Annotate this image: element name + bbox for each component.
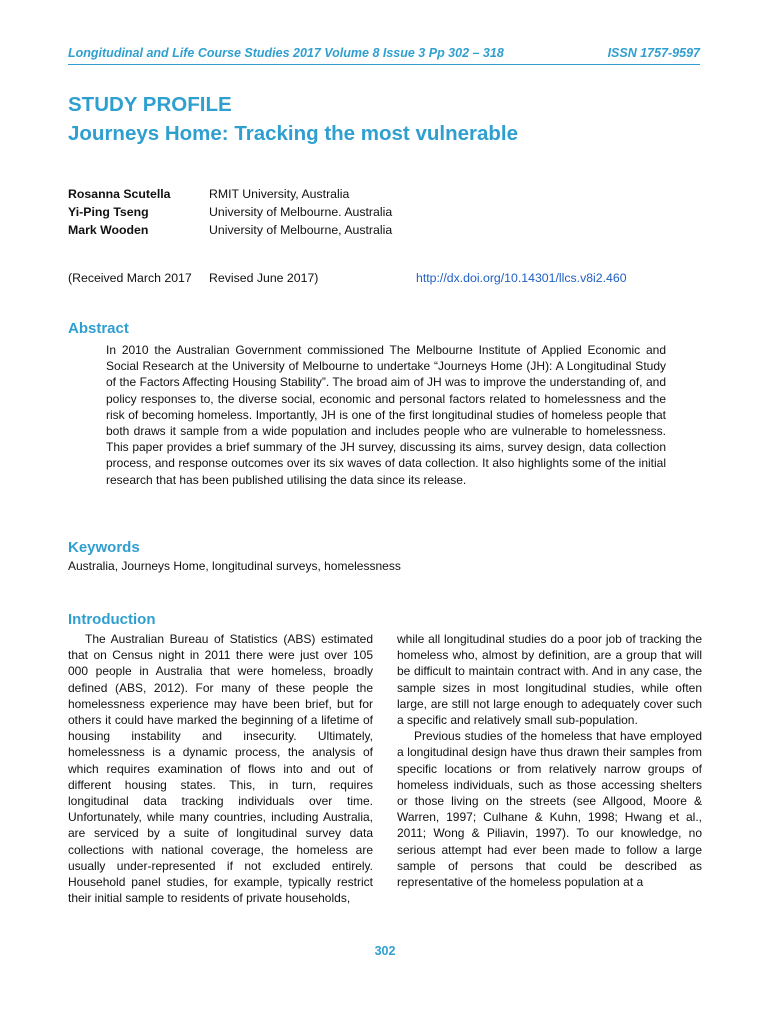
author-name: Mark Wooden xyxy=(68,223,149,237)
header-rule xyxy=(68,64,700,65)
intro-paragraph: The Australian Bureau of Statistics (ABS) estimated that on Census night in 2011 there were just over 105 000 people in Australia that were homeless, broadly defined (ABS, 2012). For many of these people the homelessness experience may have been brief, but for others it could have marked the beginning of a lifetime of housing instability and insecurity. Ultimately, homelessness is a dynamic process, the analysis of which requires examination of flows into and out of different housing states. This, in turn, requires longitudinal data tracking individuals over time. Unfortunately, while many countries, including Australia, are serviced by a suite of longitudinal survey data collections with national coverage, the homeless are usually under-represented if not excluded entirely. Household panel studies, for example, typically restrict their initial sample to residents of private households, xyxy=(68,632,373,906)
author-row xyxy=(68,185,392,203)
revised-date: Revised June 2017) xyxy=(209,271,319,285)
intro-column-left xyxy=(68,631,373,906)
issn: ISSN 1757-9597 xyxy=(607,46,700,60)
abstract-heading: Abstract xyxy=(68,320,129,337)
received-date: (Received March 2017 xyxy=(68,271,192,285)
running-header xyxy=(68,46,700,61)
article-title: Journeys Home: Tracking the most vulnerable xyxy=(68,122,518,145)
introduction-heading: Introduction xyxy=(68,611,156,628)
author-name: Yi-Ping Tseng xyxy=(68,205,149,219)
author-affiliation: University of Melbourne. Australia xyxy=(209,205,393,219)
intro-column-right xyxy=(397,631,702,890)
author-row xyxy=(68,203,392,221)
keywords-heading: Keywords xyxy=(68,539,140,556)
doi-link[interactable]: http://dx.doi.org/10.14301/llcs.v8i2.460 xyxy=(416,271,627,285)
journal-citation: Longitudinal and Life Course Studies 2017 Volume 8 Issue 3 Pp 302 – 318 xyxy=(68,46,504,60)
author-row xyxy=(68,221,392,239)
author-affiliation: RMIT University, Australia xyxy=(209,187,350,201)
author-affiliation: University of Melbourne, Australia xyxy=(209,223,393,237)
author-name: Rosanna Scutella xyxy=(68,187,171,201)
abstract-text: In 2010 the Australian Government commissioned The Melbourne Institute of Applied Economic and Social Research at the University of Melbourne to undertake “Journeys Home (JH): A Longitudinal Study of the Factors Affecting Housing Stability”. The broad aim of JH was to improve the understanding of, and policy responses to, the diverse social, economic and personal factors related to homelessness and the risk of becoming homeless. Importantly, JH is one of the first longitudinal studies of homeless people that both draws it sample from a wide population and includes people who are vulnerable to homelessness. This paper provides a brief summary of the JH survey, discussing its aims, survey design, data collection process, and response outcomes over its six waves of data collection. It also highlights some of the initial research that has been published utilising the data since its release. xyxy=(106,343,666,487)
keywords-text: Australia, Journeys Home, longitudinal surveys, homelessness xyxy=(68,559,401,573)
intro-paragraph: while all longitudinal studies do a poor job of tracking the homeless who, almost by definition, are a group that will be difficult to maintain contract with. And in any case, the sample sizes in most longitudinal studies, while often large, are still not large enough to adequately cover such a specific and relatively small sub-population. xyxy=(397,632,702,728)
study-profile-label: STUDY PROFILE xyxy=(68,93,232,116)
author-list xyxy=(68,185,392,239)
page-number: 302 xyxy=(374,944,396,958)
intro-paragraph: Previous studies of the homeless that have employed a longitudinal design have thus drawn their samples from specific locations or from relatively narrow groups of homeless individuals, such as those accessing shelters or those living on the streets (see Allgood, Moore & Warren, 1997; Culhane & Kuhn, 1998; Hwang et al., 2011; Wong & Piliavin, 1997). To our knowledge, no serious attempt had ever been made to follow a large sample of persons that could be described as representative of the homeless population at a xyxy=(397,729,702,890)
